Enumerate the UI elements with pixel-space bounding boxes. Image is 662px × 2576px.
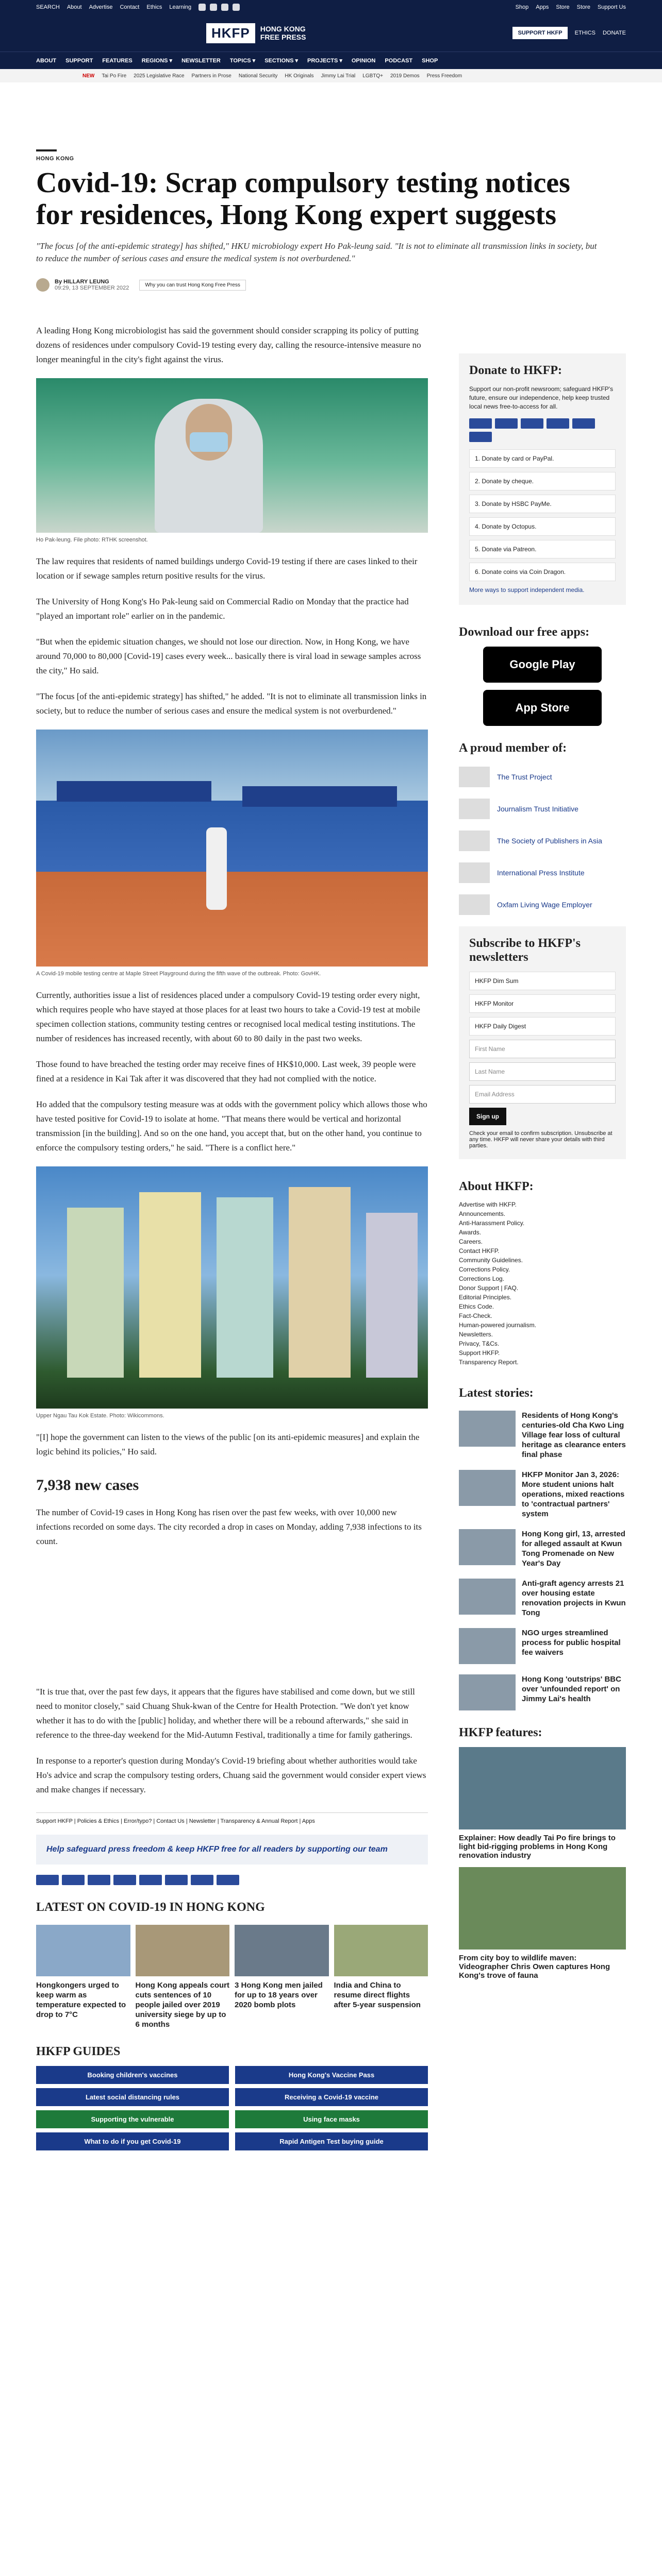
- donate-option[interactable]: 3. Donate by HSBC PayMe.: [469, 495, 616, 513]
- member-name: Oxfam Living Wage Employer: [497, 901, 592, 909]
- trending-item[interactable]: Partners in Prose: [191, 73, 231, 79]
- donate-card-logos: [469, 418, 616, 442]
- about-link[interactable]: Support HKFP.: [459, 1349, 500, 1357]
- figure: [36, 1166, 428, 1419]
- trust-link[interactable]: Why you can trust Hong Kong Free Press: [139, 280, 246, 291]
- section-label[interactable]: HONG KONG: [36, 156, 74, 162]
- guide-button[interactable]: Hong Kong's Vaccine Pass: [235, 2066, 428, 2084]
- avatar: [36, 278, 49, 292]
- apps-title: Download our free apps:: [459, 625, 590, 639]
- standfirst: "The focus [of the anti-epidemic strategy] has shifted," HKU microbiology expert Ho Pak-leung said. "It is not to eliminate all transmission links in society, but to reduce the number of serious cases and ensure the medical system is not overburdened.": [36, 241, 597, 263]
- paragraph: Those found to have breached the testing order may receive fines of HK$10,000. Last week, 39 people were fined at a residence in Kai Tak after it was discovered that they had not complied with the notice.: [36, 1059, 416, 1083]
- social-icons: [198, 4, 240, 11]
- member-name: The Trust Project: [497, 773, 552, 781]
- byline: [36, 278, 626, 292]
- trending-item[interactable]: Press Freedom: [426, 73, 462, 79]
- about-link[interactable]: Community Guidelines.: [459, 1257, 523, 1264]
- paragraph: "[I] hope the government can listen to the views of the public [on its anti-epidemic measures] and explain the logic behind its policies," Ho said.: [36, 1432, 420, 1456]
- donate-option[interactable]: 2. Donate by cheque.: [469, 472, 616, 490]
- donate-option[interactable]: 1. Donate by card or PayPal.: [469, 449, 616, 468]
- topbar-link-apps[interactable]: Shop: [515, 4, 529, 10]
- feature-title[interactable]: From city boy to wildlife maven: Videographer Chris Owen captures Hong Kong's trove of fauna: [459, 1954, 610, 1980]
- about-link[interactable]: Privacy, T&Cs.: [459, 1340, 500, 1347]
- article-footer-links[interactable]: Support HKFP | Policies & Ethics | Error/typo? | Contact Us | Newsletter | Transparency & Annual Report | Apps: [36, 1812, 428, 1824]
- about-link[interactable]: Corrections Policy.: [459, 1266, 510, 1273]
- story-card[interactable]: [136, 1925, 230, 2029]
- article-body: [36, 312, 428, 2150]
- about-link[interactable]: Ethics Code.: [459, 1303, 494, 1310]
- logo-line2: FREE PRESS: [260, 33, 306, 41]
- guides-title: HKFP GUIDES: [36, 2045, 121, 2058]
- youtube-icon[interactable]: [233, 4, 240, 11]
- photo-estate: [36, 1166, 428, 1409]
- member-logo[interactable]: [459, 799, 626, 819]
- latest-covid-title: LATEST ON COVID-19 IN HONG KONG: [36, 1901, 265, 1914]
- paragraph: A leading Hong Kong microbiologist has said the government should consider scrapping its policy of putting dozens of residences under compulsory Covid-19 testing every day, calling the resource-intensive measure no longer meaningful in the city's fight against the virus.: [36, 326, 421, 364]
- ad-slot: [36, 1560, 428, 1673]
- topbar-link-learning[interactable]: Learning: [169, 4, 192, 10]
- logo-mark: HKFP: [206, 23, 255, 43]
- donate-box: [459, 353, 626, 605]
- search-link[interactable]: SEARCH: [36, 4, 60, 10]
- author-name[interactable]: By HILLARY LEUNG: [55, 279, 109, 285]
- about-link[interactable]: Anti-Harassment Policy.: [459, 1219, 525, 1227]
- topbar-link-support[interactable]: Support Us: [597, 4, 626, 10]
- paragraph: "The focus [of the anti-epidemic strategy] has shifted," he added. "It is not to eliminate all transmission links in society, but to reduce the number of serious cases and ensure the medical system is not overburdened.": [36, 691, 427, 716]
- about-link[interactable]: Transparency Report.: [459, 1359, 519, 1366]
- nav-opinion[interactable]: OPINION: [351, 57, 376, 64]
- guide-button[interactable]: Receiving a Covid-19 vaccine: [235, 2088, 428, 2106]
- nav-about[interactable]: ABOUT: [36, 57, 57, 64]
- latest-story[interactable]: [459, 1674, 626, 1710]
- member-logo[interactable]: [459, 831, 626, 851]
- google-play-button[interactable]: Google Play: [483, 647, 602, 683]
- latest-story[interactable]: [459, 1470, 626, 1519]
- feature-card[interactable]: [459, 1747, 626, 1860]
- guides-grid: [36, 2066, 428, 2150]
- about-link[interactable]: Corrections Log.: [459, 1275, 505, 1282]
- features-title: HKFP features:: [459, 1726, 542, 1739]
- donate-more-link[interactable]: More ways to support independent media.: [469, 586, 585, 594]
- newsletter-note: Check your email to confirm subscription. Unsubscribe at any time. HKFP will never share your details with third parties.: [469, 1130, 613, 1149]
- story-title[interactable]: Hong Kong 'outstrips' BBC over 'unfounded report' on Jimmy Lai's health: [522, 1675, 621, 1703]
- topbar-link-ethics[interactable]: Ethics: [146, 4, 162, 10]
- story-card[interactable]: [334, 1925, 428, 2029]
- feature-title[interactable]: Explainer: How deadly Tai Po fire brings to light bid-rigging problems in Hong Kong renovation industry: [459, 1834, 616, 1860]
- trending-item[interactable]: HK Originals: [285, 73, 314, 79]
- nav-regions[interactable]: REGIONS ▾: [141, 58, 173, 64]
- donate-title: Donate to HKFP:: [469, 364, 562, 377]
- nav-newsletter[interactable]: NEWSLETTER: [181, 57, 221, 64]
- latest-story[interactable]: [459, 1411, 626, 1460]
- content-area: [0, 312, 662, 2150]
- figure: [36, 378, 428, 543]
- trending-item[interactable]: National Security: [238, 73, 278, 79]
- newsletter-box: [459, 926, 626, 1159]
- donate-link[interactable]: DONATE: [602, 30, 626, 36]
- story-card[interactable]: [36, 1925, 130, 2029]
- first-name-field[interactable]: First Name: [469, 1040, 616, 1058]
- main-nav: [0, 52, 662, 69]
- masthead: [0, 14, 662, 52]
- about-link[interactable]: Fact-Check.: [459, 1312, 492, 1319]
- caption: Ho Pak-leung. File photo: RTHK screenshot.: [36, 537, 148, 543]
- logo-text: [260, 25, 306, 41]
- guide-button[interactable]: Supporting the vulnerable: [36, 2110, 229, 2128]
- donate-option[interactable]: 4. Donate by Octopus.: [469, 517, 616, 536]
- caption: Upper Ngau Tau Kok Estate. Photo: Wikicommons.: [36, 1413, 164, 1419]
- nav-projects[interactable]: PROJECTS ▾: [307, 58, 342, 64]
- nav-sections[interactable]: SECTIONS ▾: [264, 58, 298, 64]
- trending-item[interactable]: 2019 Demos: [390, 73, 420, 79]
- latest-title: Latest stories:: [459, 1386, 534, 1400]
- subheading: 7,938 new cases: [36, 1477, 139, 1494]
- story-title[interactable]: Hong Kong girl, 13, arrested for alleged assault at Kwun Tong Promenade on New Year's Day: [522, 1530, 625, 1568]
- trending-item[interactable]: Tai Po Fire: [102, 73, 127, 79]
- top-utility-bar: [0, 0, 662, 14]
- figure: [36, 730, 428, 977]
- story-title[interactable]: Anti-graft agency arrests 21 over housing estate renovation projects in Kwun Tong: [522, 1579, 626, 1617]
- topbar-link-store[interactable]: Store: [576, 4, 590, 10]
- story-title[interactable]: Residents of Hong Kong's centuries-old Cha Kwo Ling Village fear loss of cultural heritage as clearance enters final phase: [522, 1411, 626, 1459]
- paragraph: "It is true that, over the past few days, it appears that the figures have stabilised and come down, but we still need to monitor closely," said Chuang Shuk-kwan of the Centre for Health Protection. "We don't yet know whether it has to do with the [public] holiday, and whether there will be a rebound afterwards," she said in reference to the three-day weekend for the Mid-Autumn Festival, traditionally a time for family gatherings.: [36, 1687, 415, 1740]
- story-title[interactable]: Hongkongers urged to keep warm as temperature expected to drop to 7°C: [36, 1981, 126, 2019]
- photo-ho-pak-leung: [36, 378, 428, 533]
- about-title: About HKFP:: [459, 1180, 534, 1193]
- topbar-link-advertise[interactable]: Advertise: [89, 4, 113, 10]
- story-title[interactable]: NGO urges streamlined process for public hospital fee waivers: [522, 1629, 621, 1657]
- paragraph: In response to a reporter's question during Monday's Covid-19 briefing about whether authorities would take Ho's advice and scrap the compulsory testing orders, Chuang said the government would consider expert views and make changes if necessary.: [36, 1756, 426, 1794]
- caption: A Covid-19 mobile testing centre at Maple Street Playground during the fifth wave of the outbreak. Photo: GovHK.: [36, 971, 321, 977]
- topbar-link-apps2[interactable]: Store: [556, 4, 570, 10]
- member-name: Journalism Trust Initiative: [497, 805, 578, 813]
- instagram-icon[interactable]: [221, 4, 228, 11]
- donate-option[interactable]: 6. Donate coins via Coin Dragon.: [469, 563, 616, 581]
- trending-item[interactable]: Jimmy Lai Trial: [321, 73, 356, 79]
- paragraph: The law requires that residents of named buildings undergo Covid-19 testing if there are cases linked to their location or if sewage samples return positive results for the virus.: [36, 556, 418, 581]
- guide-button[interactable]: What to do if you get Covid-19: [36, 2132, 229, 2150]
- member-logo[interactable]: [459, 862, 626, 883]
- story-title[interactable]: India and China to resume direct flights after 5-year suspension: [334, 1981, 421, 2009]
- twitter-icon[interactable]: [210, 4, 217, 11]
- donate-option[interactable]: 5. Donate via Patreon.: [469, 540, 616, 558]
- newsletter-option[interactable]: HKFP Daily Digest: [469, 1017, 616, 1036]
- ethics-link[interactable]: ETHICS: [574, 30, 595, 36]
- new-badge: NEW: [82, 73, 95, 79]
- article-header: [0, 149, 662, 292]
- guide-button[interactable]: Booking children's vaccines: [36, 2066, 229, 2084]
- about-link[interactable]: Human-powered journalism.: [459, 1321, 537, 1329]
- about-link[interactable]: Contact HKFP.: [459, 1247, 500, 1255]
- story-card[interactable]: [235, 1925, 329, 2029]
- paragraph: Currently, authorities issue a list of residences placed under a compulsory Covid-19 testing order every night, which requires people who have stayed at those places for at least two hours to take a Covid-19 test at mobile specimen collection stations, community testing centres or recognised local medical testing institutions. The number of residences has increased recently, with about 60 to 80 daily in the past two weeks.: [36, 990, 420, 1043]
- nav-shop[interactable]: SHOP: [422, 57, 438, 64]
- member-logo[interactable]: [459, 894, 626, 915]
- latest-story[interactable]: [459, 1529, 626, 1568]
- paragraph: "But when the epidemic situation changes, we should not lose our direction. Now, in Hong Kong, we have around 70,000 to 80,000 [Covid-19] cases every week... basically there is viral load in sewage samples across the city," Ho said.: [36, 637, 421, 675]
- trending-item[interactable]: LGBTQ+: [362, 73, 383, 79]
- story-title[interactable]: 3 Hong Kong men jailed for up to 18 years over 2020 bomb plots: [235, 1981, 323, 2009]
- newsletter-option[interactable]: HKFP Dim Sum: [469, 972, 616, 990]
- about-link[interactable]: Advertise with HKFP.: [459, 1201, 517, 1208]
- latest-covid-cards: [36, 1925, 428, 2029]
- logo-line1: HONG KONG: [260, 25, 306, 33]
- sidebar: [459, 312, 626, 2150]
- about-list: [459, 1201, 626, 1366]
- paragraph: The University of Hong Kong's Ho Pak-leung said on Commercial Radio on Monday that the practice had "played an important role" earlier on in the pandemic.: [36, 597, 409, 621]
- donate-text: Support our non-profit newsroom; safeguard HKFP's future, ensure our independence, help keep trusted local news free-to-access for all.: [469, 385, 614, 410]
- email-field[interactable]: Email Address: [469, 1085, 616, 1104]
- latest-story[interactable]: [459, 1628, 626, 1664]
- newsletter-option[interactable]: HKFP Monitor: [469, 994, 616, 1013]
- trending-bar: [0, 69, 662, 82]
- latest-stories: [459, 1386, 626, 1710]
- about-link[interactable]: Awards.: [459, 1229, 482, 1236]
- about-link[interactable]: Careers.: [459, 1238, 483, 1245]
- nav-features[interactable]: FEATURES: [102, 57, 133, 64]
- support-box[interactable]: Help safeguard press freedom & keep HKFP free for all readers by supporting our team: [36, 1835, 428, 1865]
- app-store-button[interactable]: App Store: [483, 690, 602, 726]
- paragraph: Ho added that the compulsory testing measure was at odds with the government policy which allows those who have tested positive for Covid-19 to isolate at home. "That means there would be vertical and horizontal transmission [in the building]. And so on the one hand, you accept that, but on the other hand, you continue to enforce the compulsory testing orders," he said. "There is a conflict here.": [36, 1099, 427, 1153]
- nav-podcast[interactable]: PODCAST: [385, 57, 413, 64]
- last-name-field[interactable]: Last Name: [469, 1062, 616, 1081]
- support-hkfp-button[interactable]: SUPPORT HKFP: [512, 27, 567, 39]
- trending-item[interactable]: 2025 Legislative Race: [134, 73, 185, 79]
- member-name: The Society of Publishers in Asia: [497, 837, 602, 845]
- member-logo[interactable]: [459, 767, 626, 787]
- feature-card[interactable]: [459, 1867, 626, 1980]
- article-title: Covid-19: Scrap compulsory testing notices for residences, Hong Kong expert suggests: [36, 167, 570, 231]
- signup-button[interactable]: Sign up: [469, 1108, 506, 1125]
- payment-logos: [36, 1875, 428, 1885]
- topbar-link-about[interactable]: About: [67, 4, 82, 10]
- nav-topics[interactable]: TOPICS ▾: [229, 58, 256, 64]
- hkfp-logo[interactable]: [206, 23, 306, 43]
- photo-testing-centre: [36, 730, 428, 967]
- story-title[interactable]: Hong Kong appeals court cuts sentences of 10 people jailed over 2019 university siege by up to 6 months: [135, 1981, 230, 2029]
- guide-button[interactable]: Rapid Antigen Test buying guide: [235, 2132, 428, 2150]
- latest-story[interactable]: [459, 1579, 626, 1618]
- guide-button[interactable]: Using face masks: [235, 2110, 428, 2128]
- topbar-link-shop[interactable]: Apps: [536, 4, 549, 10]
- member-title: A proud member of:: [459, 741, 567, 755]
- facebook-icon[interactable]: [198, 4, 206, 11]
- guide-button[interactable]: Latest social distancing rules: [36, 2088, 229, 2106]
- about-link[interactable]: Editorial Principles.: [459, 1294, 512, 1301]
- paragraph: The number of Covid-19 cases in Hong Kong has risen over the past few weeks, with over 10,000 new infections recorded on some days. The city recorded a drop in cases on Monday, adding 7,938 infections to its count.: [36, 1507, 422, 1546]
- story-title[interactable]: HKFP Monitor Jan 3, 2026: More student unions halt operations, mixed reactions to 'contractual partners' system: [522, 1470, 625, 1518]
- publish-date: 09:29, 13 SEPTEMBER 2022: [55, 285, 129, 291]
- member-name: International Press Institute: [497, 869, 585, 877]
- newsletter-title: Subscribe to HKFP's newsletters: [469, 937, 581, 964]
- nav-support[interactable]: SUPPORT: [65, 57, 93, 64]
- about-link[interactable]: Announcements.: [459, 1210, 506, 1217]
- topbar-link-contact[interactable]: Contact: [120, 4, 140, 10]
- about-link[interactable]: Donor Support | FAQ.: [459, 1284, 519, 1292]
- about-link[interactable]: Newsletters.: [459, 1331, 493, 1338]
- section-rule: [36, 149, 57, 151]
